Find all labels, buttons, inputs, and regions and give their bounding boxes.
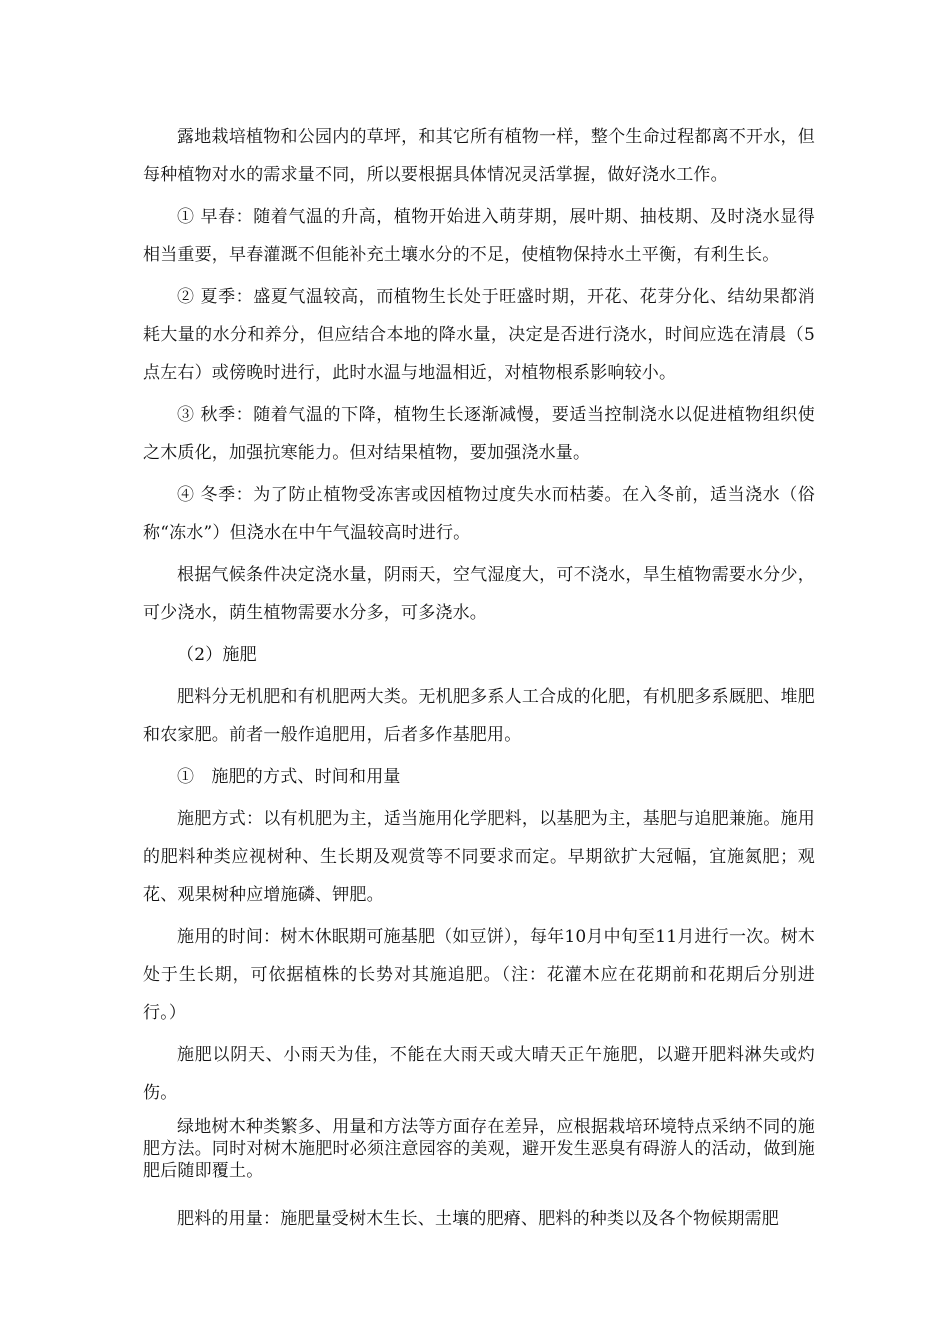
paragraph-fertilizing-method: 施肥方式：以有机肥为主，适当施用化学肥料，以基肥为主，基肥与追肥兼施。施用的肥料种类应视树种、生长期及观赏等不同要求而定。早期欲扩大冠幅，宜施氮肥；观花、观果树种应增施磷、钾肥。 bbox=[143, 809, 815, 905]
paragraph-fertilizing-time: 施用的时间：树木休眠期可施基肥（如豆饼），每年10月中旬至11月进行一次。树木处于生长期，可依据植株的长势对其施追肥。（注：花灌木应在花期前和花期后分别进行。） bbox=[143, 927, 815, 1023]
paragraph-fertilizer-amount: 肥料的用量：施肥量受树木生长、土壤的肥瘠、肥料的种类以及各个物候期需肥 bbox=[177, 1209, 779, 1229]
section-heading-fertilizing: （2）施肥 bbox=[177, 645, 257, 665]
paragraph-fertilizing-weather: 施肥以阴天、小雨天为佳，不能在大雨天或大晴天正午施肥，以避开肥料淋失或灼伤。 bbox=[143, 1045, 815, 1103]
paragraph-autumn: ③ 秋季：随着气温的下降，植物生长逐渐减慢，要适当控制浇水以促进植物组织使之木质化，加强抗寒能力。但对结果植物，要加强浇水量。 bbox=[143, 405, 815, 463]
document-body bbox=[143, 118, 815, 1238]
paragraph-fertilizer-types: 肥料分无机肥和有机肥两大类。无机肥多系人工合成的化肥，有机肥多系厩肥、堆肥和农家肥。前者一般作追肥用，后者多作基肥用。 bbox=[143, 687, 815, 745]
paragraph-watering-intro: 露地栽培植物和公园内的草坪，和其它所有植物一样，整个生命过程都离不开水，但每种植物对水的需求量不同，所以要根据具体情况灵活掌握，做好浇水工作。 bbox=[143, 127, 815, 185]
paragraph-early-spring: ① 早春：随着气温的升高，植物开始进入萌芽期，展叶期、抽枝期、及时浇水显得相当重要，早春灌溉不但能补充土壤水分的不足，使植物保持水土平衡，有利生长。 bbox=[143, 207, 815, 265]
paragraph-summer: ② 夏季：盛夏气温较高，而植物生长处于旺盛时期，开花、花芽分化、结幼果都消耗大量的水分和养分，但应结合本地的降水量，决定是否进行浇水，时间应选在清晨（5点左右）或傍晚时进行，此时水温与地温相近，对植物根系影响较小。 bbox=[143, 287, 815, 383]
paragraph-watering-amount: 根据气候条件决定浇水量，阴雨天，空气湿度大，可不浇水，旱生植物需要水分少，可少浇水，荫生植物需要水分多，可多浇水。 bbox=[143, 565, 815, 623]
subheading-fertilizing-method: ① 施肥的方式、时间和用量 bbox=[177, 767, 401, 787]
paragraph-winter: ④ 冬季：为了防止植物受冻害或因植物过度失水而枯萎。在入冬前，适当浇水（俗称“冻水”）但浇水在中午气温较高时进行。 bbox=[143, 485, 815, 543]
paragraph-fertilizing-diversity: 绿地树木种类繁多、用量和方法等方面存在差异，应根据栽培环境特点采纳不同的施肥方法。同时对树木施肥时必须注意园容的美观，避开发生恶臭有碍游人的活动，做到施肥后随即覆土。 bbox=[143, 1117, 815, 1181]
